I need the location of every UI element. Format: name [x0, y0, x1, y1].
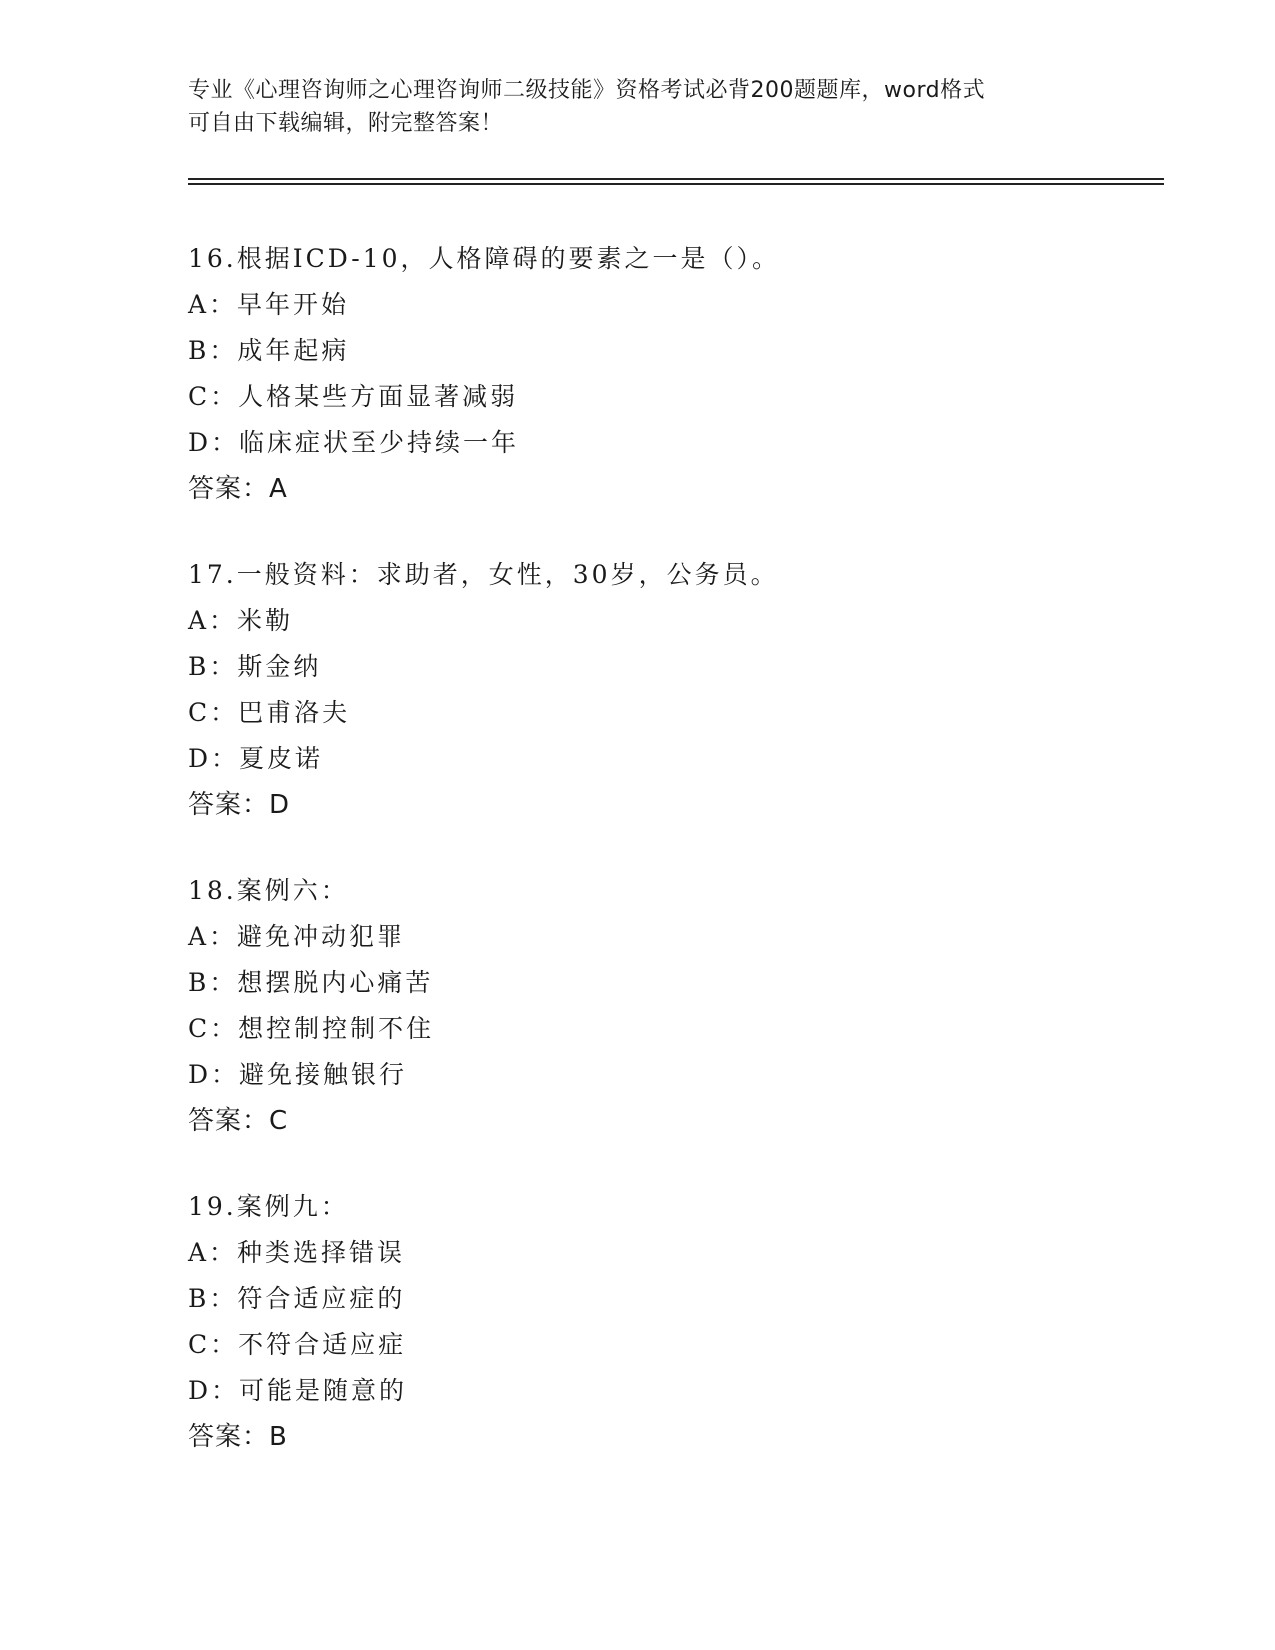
- option-b: B：符合适应症的: [188, 1284, 406, 1313]
- option-d: D：夏皮诺: [188, 744, 324, 773]
- header-divider-top: [188, 178, 1164, 180]
- option-b: B：成年起病: [188, 336, 350, 365]
- option-d: D：临床症状至少持续一年: [188, 428, 520, 457]
- option-d: D：避免接触银行: [188, 1060, 408, 1089]
- question-stem: 16.根据ICD-10，人格障碍的要素之一是（）。: [188, 244, 781, 273]
- option-a: A：早年开始: [188, 290, 350, 319]
- option-a: A：种类选择错误: [188, 1238, 406, 1267]
- option-a: A：避免冲动犯罪: [188, 922, 406, 951]
- option-a: A：米勒: [188, 606, 294, 635]
- option-c: C：想控制控制不住: [188, 1014, 435, 1043]
- answer-line: 答案：A: [188, 474, 288, 504]
- option-c: C：巴甫洛夫: [188, 698, 351, 727]
- question-list: [188, 236, 1168, 1500]
- question-stem: 17.一般资料：求助者，女性，30岁，公务员。: [188, 560, 779, 589]
- answer-line: 答案：C: [188, 1106, 289, 1136]
- question-16: [188, 236, 1168, 512]
- option-b: B：想摆脱内心痛苦: [188, 968, 434, 997]
- option-c: C：不符合适应症: [188, 1330, 407, 1359]
- question-stem: 18.案例六：: [188, 876, 349, 905]
- question-stem: 19.案例九：: [188, 1192, 349, 1221]
- question-17: [188, 552, 1168, 828]
- option-c: C：人格某些方面显著减弱: [188, 382, 519, 411]
- header-divider-bottom: [188, 183, 1164, 185]
- question-18: [188, 868, 1168, 1144]
- option-b: B：斯金纳: [188, 652, 322, 681]
- header-line-2: 可自由下载编辑，附完整答案！: [188, 111, 504, 136]
- document-header: [188, 74, 1088, 140]
- option-d: D：可能是随意的: [188, 1376, 408, 1405]
- answer-line: 答案：B: [188, 1422, 288, 1452]
- answer-line: 答案：D: [188, 790, 291, 820]
- question-19: [188, 1184, 1168, 1460]
- header-line-1: 专业《心理咨询师之心理咨询师二级技能》资格考试必背200题题库，word格式: [188, 78, 986, 103]
